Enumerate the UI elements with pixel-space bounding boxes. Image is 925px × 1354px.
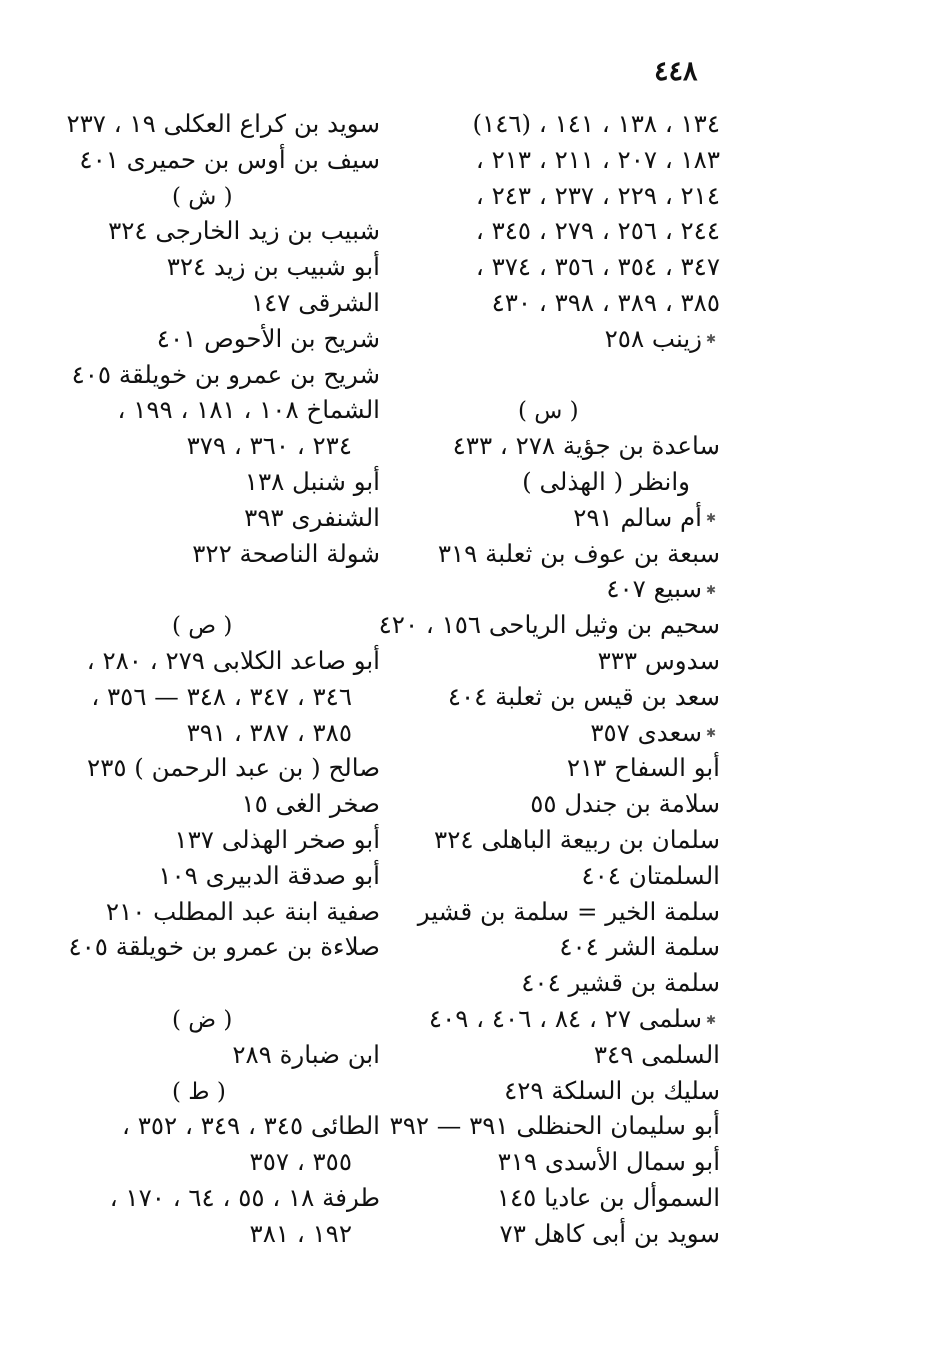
index-entry-text: سلمة الخير = سلمة بن قشير bbox=[417, 896, 720, 926]
index-entry-text: صلاءة بن عمرو بن خويلقة ٤٠٥ bbox=[68, 932, 380, 962]
index-section-heading bbox=[62, 1001, 380, 1037]
index-entry-text: أبو سمال الأسدى ٣١٩ bbox=[497, 1147, 720, 1177]
index-entry-text: ١٣٤ ، ١٣٨ ، ١٤١ ، (١٤٦) bbox=[472, 109, 720, 138]
index-entry-text: السلمى ٣٤٩ bbox=[593, 1039, 720, 1069]
index-entry-text: الشنفرى ٣٩٣ bbox=[244, 502, 380, 532]
index-entry bbox=[62, 1108, 380, 1144]
asterisk-icon: ✱ bbox=[705, 1012, 717, 1027]
index-entry bbox=[398, 894, 720, 930]
index-entry-text: ٢١٤ ، ٢٢٩ ، ٢٣٧ ، ٢٤٣ ، bbox=[475, 180, 720, 210]
index-entry-text: ( ش ) bbox=[172, 183, 233, 210]
index-entry bbox=[398, 142, 720, 178]
index-entry-text: أبو صاعد الكلابى ٢٧٩ ، ٢٨٠ ، bbox=[86, 645, 380, 675]
index-column-right bbox=[378, 106, 720, 1252]
index-entry-text: سلمة بن قشير ٤٠٤ bbox=[521, 968, 720, 998]
index-entry bbox=[398, 858, 720, 894]
index-entry bbox=[62, 786, 380, 822]
index-entry-text: سلامة بن جندل ٥٥ bbox=[530, 789, 720, 819]
index-entry-text: سعد بن قيس بن ثعلبة ٤٠٤ bbox=[447, 681, 720, 711]
index-entry-text: ٣٨٥ ، ٣٨٧ ، ٣٩١ bbox=[186, 717, 352, 747]
index-entry-text: أبو صدقة الدبيرى ١٠٩ bbox=[158, 860, 380, 890]
blank-line bbox=[62, 571, 380, 607]
index-entry-text: أبو السفاح ٢١٣ bbox=[566, 753, 720, 783]
index-entry bbox=[62, 1216, 380, 1252]
index-entry-text: الطائى ٣٤٥ ، ٣٤٩ ، ٣٥٢ ، bbox=[122, 1111, 380, 1141]
index-entry-text: شولة الناصحة ٣٢٢ bbox=[192, 538, 380, 568]
index-entry bbox=[62, 894, 380, 930]
index-entry-text: سويد بن كراع العكلى ١٩ ، ٢٣٧ bbox=[66, 109, 380, 138]
index-entry-text: السموأل بن عاديا ١٤٥ bbox=[496, 1182, 720, 1212]
index-entry-text: زينب ٢٥٨ bbox=[604, 323, 702, 353]
index-entry-text: صخر الغى ١٥ bbox=[241, 789, 380, 819]
index-entry bbox=[398, 106, 720, 142]
index-entry-text: أبو سليمان الحنظلى ٣٩١ — ٣٩٢ bbox=[389, 1111, 720, 1141]
index-entry-text: ٣٥٥ ، ٣٥٧ bbox=[249, 1147, 352, 1177]
index-entry bbox=[398, 178, 720, 214]
index-entry bbox=[398, 750, 720, 786]
index-entry bbox=[398, 929, 720, 965]
index-section-heading bbox=[62, 607, 380, 643]
index-entry bbox=[62, 213, 380, 249]
index-entry-text: ٣٨٥ ، ٣٨٩ ، ٣٩٨ ، ٤٣٠ bbox=[491, 287, 720, 317]
index-entry-text: سدوس ٣٣٣ bbox=[597, 645, 720, 675]
index-entry-text: الشماخ ١٠٨ ، ١٨١ ، ١٩٩ ، bbox=[117, 395, 380, 425]
index-entry-text: سحيم بن وثيل الرياحى ١٥٦ ، ٤٢٠ bbox=[378, 610, 720, 640]
index-entry bbox=[62, 392, 380, 428]
index-entry bbox=[62, 428, 380, 464]
index-entry-text: سلمى ٢٧ ، ٨٤ ، ٤٠٦ ، ٤٠٩ bbox=[428, 1003, 702, 1033]
index-entry-text: ١٩٢ ، ٣٨١ bbox=[249, 1218, 352, 1248]
index-section-heading bbox=[398, 392, 720, 428]
index-entry bbox=[62, 500, 380, 536]
index-entry bbox=[389, 1108, 720, 1144]
index-entry bbox=[398, 715, 720, 751]
asterisk-icon: ✱ bbox=[705, 582, 717, 597]
index-entry-text: أبو صخر الهذلى ١٣٧ bbox=[174, 824, 380, 854]
index-entry bbox=[62, 929, 380, 965]
index-entry bbox=[398, 500, 720, 536]
index-entry bbox=[62, 858, 380, 894]
index-entry bbox=[398, 249, 720, 285]
index-entry-text: سعدى ٣٥٧ bbox=[590, 717, 702, 747]
index-entry-text: ( ط ) bbox=[172, 1078, 226, 1105]
index-entry bbox=[378, 607, 720, 643]
index-column-left bbox=[62, 106, 380, 1252]
index-entry-text: ساعدة بن جؤية ٢٧٨ ، ٤٣٣ bbox=[452, 431, 720, 461]
blank-line bbox=[398, 357, 720, 393]
index-entry-text: الشرقى ١٤٧ bbox=[250, 287, 380, 317]
index-entry-text: أبو شبيب بن زيد ٣٢٤ bbox=[166, 252, 380, 282]
index-entry bbox=[398, 786, 720, 822]
index-entry-text: ٣٤٧ ، ٣٥٤ ، ٣٥٦ ، ٣٧٤ ، bbox=[475, 252, 720, 282]
index-entry bbox=[398, 1216, 720, 1252]
index-entry bbox=[398, 643, 720, 679]
index-entry-text: سلمة الشر ٤٠٤ bbox=[559, 932, 720, 962]
index-entry bbox=[62, 106, 380, 142]
index-entry-text: سبيع ٤٠٧ bbox=[606, 574, 702, 604]
index-entry-text: سليك بن السلكة ٤٢٩ bbox=[504, 1075, 720, 1105]
index-entry bbox=[398, 679, 720, 715]
index-entry-text: شريح بن عمرو بن خويلقة ٤٠٥ bbox=[71, 359, 380, 389]
index-entry bbox=[62, 715, 380, 751]
index-entry bbox=[398, 428, 720, 464]
index-entry-text: السلمتان ٤٠٤ bbox=[581, 860, 720, 890]
index-entry bbox=[398, 464, 720, 500]
index-entry-text: وانظر ( الهذلى ) bbox=[522, 466, 690, 496]
index-entry bbox=[398, 1180, 720, 1216]
index-entry-text: ( ص ) bbox=[172, 613, 233, 640]
asterisk-icon: ✱ bbox=[705, 726, 717, 741]
index-entry-text: ( ض ) bbox=[172, 1006, 233, 1033]
asterisk-icon: ✱ bbox=[705, 511, 717, 526]
index-entry-text: أم سالم ٢٩١ bbox=[573, 502, 702, 532]
index-entry bbox=[62, 750, 380, 786]
blank-line bbox=[62, 965, 380, 1001]
index-section-heading bbox=[62, 1073, 380, 1109]
index-entry bbox=[398, 1144, 720, 1180]
index-entry-text: ابن ضبارة ٢٨٩ bbox=[232, 1039, 380, 1069]
index-entry-text: صالح ( بن عبد الرحمن ) ٢٣٥ bbox=[87, 753, 380, 783]
index-entry-text: شريح بن الأحوص ٤٠١ bbox=[156, 323, 380, 353]
index-entry-text: سبعة بن عوف بن ثعلبة ٣١٩ bbox=[437, 538, 720, 568]
index-entry-text: ٣٤٦ ، ٣٤٧ ، ٣٤٨ — ٣٥٦ ، bbox=[91, 681, 352, 711]
index-entry bbox=[62, 285, 380, 321]
index-entry-text: طرفة ١٨ ، ٥٥ ، ٦٤ ، ١٧٠ ، bbox=[109, 1182, 380, 1212]
index-entry bbox=[398, 1001, 720, 1037]
index-entry bbox=[398, 213, 720, 249]
index-entry-text: ١٨٣ ، ٢٠٧ ، ٢١١ ، ٢١٣ ، bbox=[475, 144, 720, 174]
index-entry bbox=[62, 643, 380, 679]
index-entry-text: ( س ) bbox=[518, 398, 579, 425]
index-entry-text: ٢٣٤ ، ٣٦٠ ، ٣٧٩ bbox=[186, 431, 352, 461]
index-entry bbox=[62, 321, 380, 357]
index-entry bbox=[62, 1037, 380, 1073]
index-entry bbox=[398, 1037, 720, 1073]
index-entry bbox=[398, 536, 720, 572]
index-entry bbox=[398, 571, 720, 607]
index-entry bbox=[398, 1073, 720, 1109]
index-entry-text: سيف بن أوس بن حميرى ٤٠١ bbox=[79, 144, 380, 174]
index-entry bbox=[62, 822, 380, 858]
index-entry bbox=[62, 357, 380, 393]
index-entry bbox=[62, 1180, 380, 1216]
index-entry bbox=[62, 142, 380, 178]
index-entry-text: ٢٤٤ ، ٢٥٦ ، ٢٧٩ ، ٣٤٥ ، bbox=[475, 216, 720, 246]
index-entry-text: سلمان بن ربيعة الباهلى ٣٢٤ bbox=[434, 824, 720, 854]
index-entry-text: سويد بن أبى كاهل ٧٣ bbox=[499, 1218, 720, 1248]
page-number: ٤٤٨ bbox=[654, 56, 698, 87]
index-section-heading bbox=[62, 178, 380, 214]
index-entry bbox=[62, 1144, 380, 1180]
index-entry-text: أبو شنبل ١٣٨ bbox=[244, 466, 380, 496]
index-entry bbox=[62, 249, 380, 285]
index-entry bbox=[62, 464, 380, 500]
index-entry-text: صفية ابنة عبد المطلب ٢١٠ bbox=[105, 896, 380, 926]
asterisk-icon: ✱ bbox=[705, 332, 717, 347]
index-entry bbox=[398, 822, 720, 858]
index-entry bbox=[62, 536, 380, 572]
index-entry bbox=[398, 285, 720, 321]
index-entry bbox=[62, 679, 380, 715]
index-entry bbox=[398, 965, 720, 1001]
index-entry bbox=[398, 321, 720, 357]
index-entry-text: شبيب بن زيد الخارجى ٣٢٤ bbox=[108, 216, 380, 246]
